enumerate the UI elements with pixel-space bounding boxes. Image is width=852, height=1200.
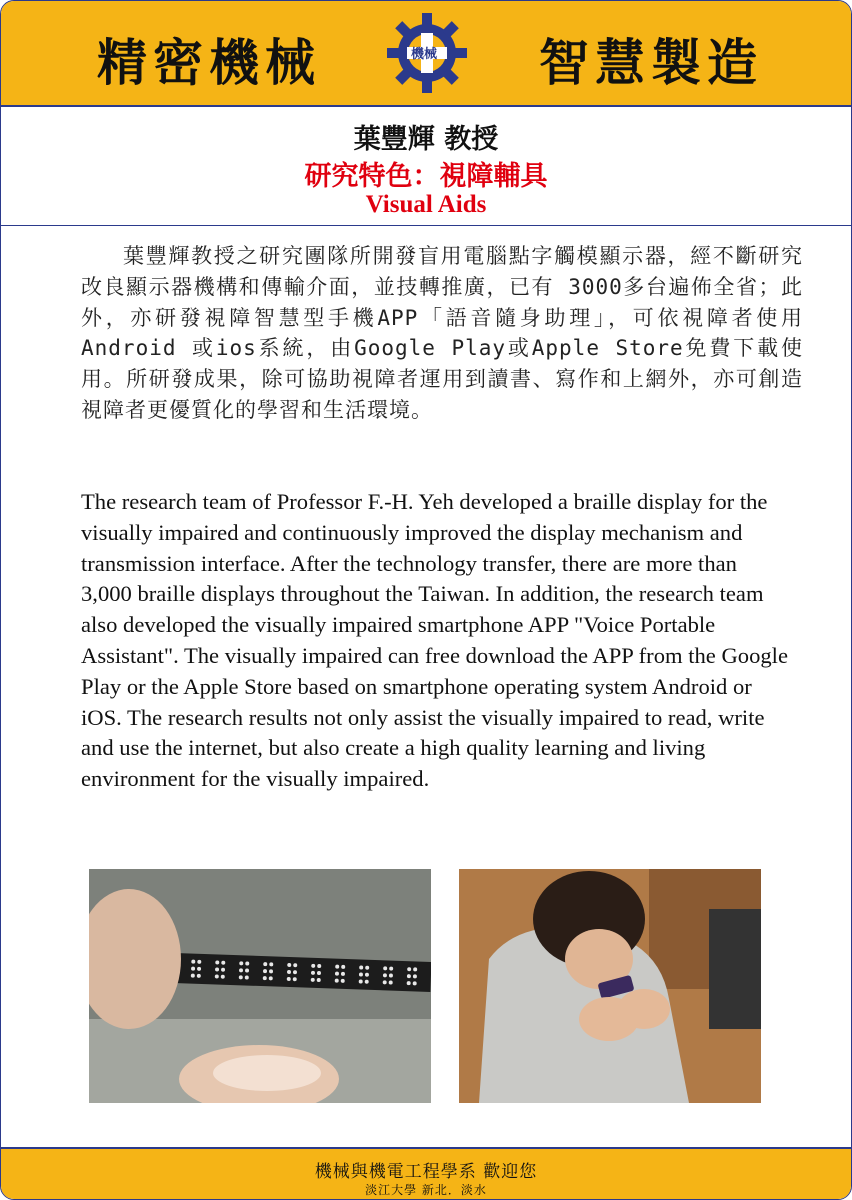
- header-left-title: 精密機械: [97, 33, 321, 92]
- university-location: 淡江大學 新北．淡水: [365, 1183, 487, 1197]
- professor-name: 葉豐輝 教授: [353, 124, 499, 155]
- english-description: The research team of Professor F.-H. Yeh developed a braille display for the visually impaired and continuously improved the display mechanism and transmission interface. After the technology transfer, there are more than 3,000 braille displays throughout the Taiwan. In addition, the research team also developed the visually impaired smartphone APP "Voice Portable Assistant". The visually impaired can free download the APP from the Google Play or the Apple Store based on smartphone operating system Android or iOS. The research results not only assist the visually impaired to read, write and use the internet, but also create a high quality learning and living environment for the visually impaired.: [81, 489, 788, 792]
- smartphone-user-photo: [459, 869, 761, 1103]
- research-feature-en: Visual Aids: [365, 191, 487, 218]
- chinese-description: 葉豐輝教授之研究團隊所開發盲用電腦點字觸模顯示器，經不斷研究改良顯示器機構和傳輸介面，並技轉推廣，已有 3000多台遍佈全省；此外，亦研發視障智慧型手機APP「語音隨身助理」，可依視障者使用Android 或ios系統，由Google Play或Apple Store免費下載使用。所研發成果，除可協助視障者運用到讀書、寫作和上網外，亦可創造視障者更優質化的學習和生活環境。: [81, 244, 803, 422]
- braille-display-photo: [89, 869, 431, 1103]
- title-section: [1, 107, 851, 226]
- top-banner: [1, 1, 851, 107]
- research-feature-zh: 研究特色：視障輔具: [304, 161, 548, 192]
- department-welcome: 機械與機電工程學系 歡迎您: [314, 1162, 538, 1182]
- braille-display-illustration: [89, 869, 431, 1103]
- smartphone-user-illustration: [459, 869, 761, 1103]
- header-right-title: 智慧製造: [539, 33, 763, 92]
- bottom-banner: [1, 1147, 851, 1200]
- logo-text: 機械: [411, 47, 438, 62]
